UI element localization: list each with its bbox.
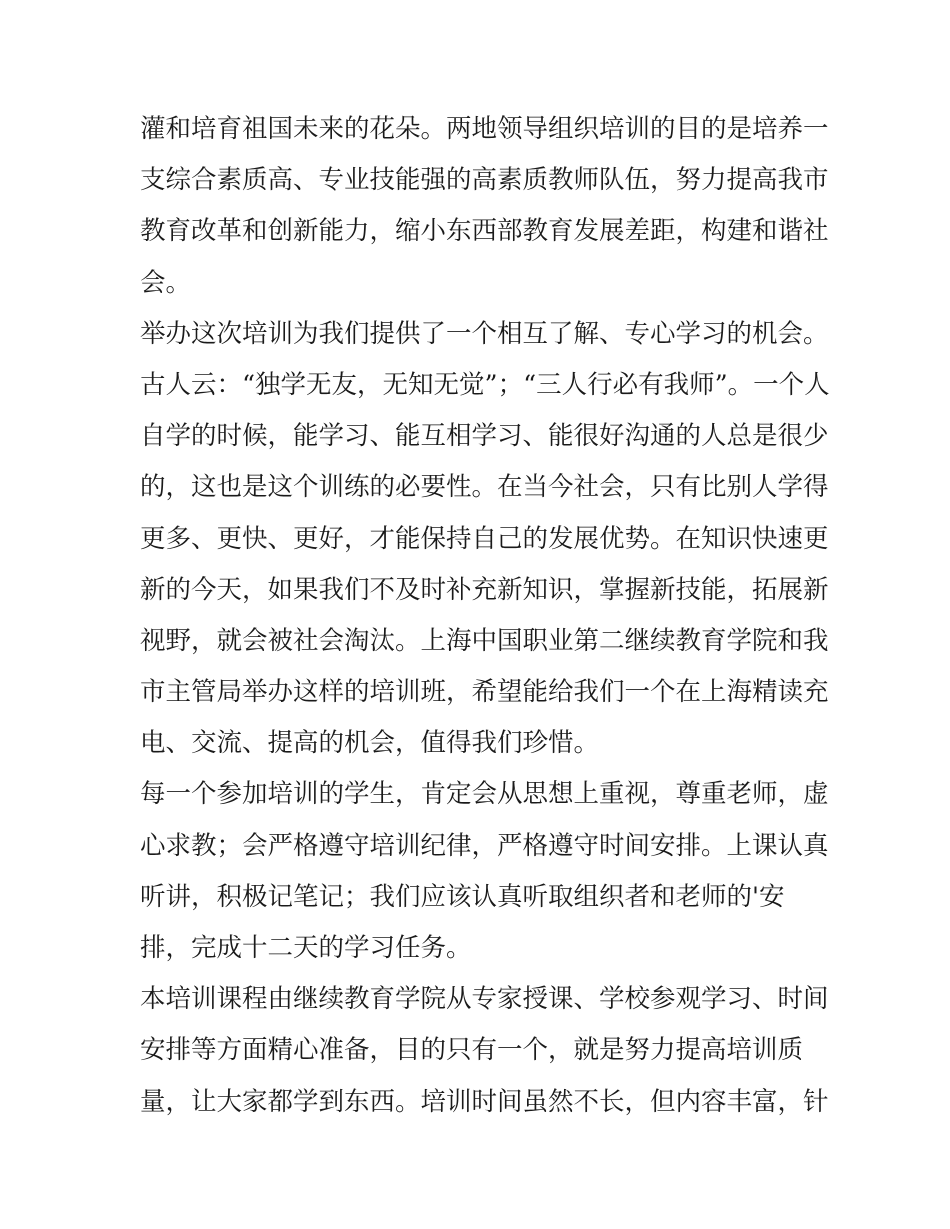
text-line: 安排等方面精心准备，目的只有一个，就是努力提高培训质 bbox=[140, 1035, 804, 1066]
text-line: 支综合素质高、专业技能强的高素质教师队伍，努力提高我市 bbox=[140, 165, 829, 196]
text-line: 每一个参加培训的学生，肯定会从思想上重视，尊重老师，虚 bbox=[140, 779, 829, 810]
text-line: 自学的时候，能学习、能互相学习、能很好沟通的人总是很少 bbox=[140, 421, 829, 452]
text-line: 教育改革和创新能力，缩小东西部教育发展差距，构建和谐社 bbox=[140, 216, 829, 247]
text-line: 市主管局举办这样的培训班，希望能给我们一个在上海精读充 bbox=[140, 677, 829, 708]
text-line: 视野，就会被社会淘汰。上海中国职业第二继续教育学院和我 bbox=[140, 625, 829, 656]
text-line: 更多、更快、更好，才能保持自己的发展优势。在知识快速更 bbox=[140, 523, 829, 554]
text-line: 灌和培育祖国未来的花朵。两地领导组织培训的目的是培养一 bbox=[140, 114, 829, 144]
text-line: 本培训课程由继续教育学院从专家授课、学校参观学习、时间 bbox=[140, 984, 829, 1015]
text-line: 古人云：“独学无友，无知无觉”；“三人行必有我师”。一个人 bbox=[140, 369, 830, 400]
text-line: 新的今天，如果我们不及时补充新知识，掌握新技能，拓展新 bbox=[140, 574, 829, 605]
text-line: 举办这次培训为我们提供了一个相互了解、专心学习的机会。 bbox=[140, 318, 829, 349]
text-line: 心求教；会严格遵守培训纪律，严格遵守时间安排。上课认真 bbox=[140, 830, 829, 861]
text-line: 会。 bbox=[140, 267, 192, 298]
document-body bbox=[140, 104, 830, 1128]
text-line: 的，这也是这个训练的必要性。在当今社会，只有比别人学得 bbox=[140, 472, 829, 503]
text-line: 听讲，积极记笔记；我们应该认真听取组织者和老师的'安 bbox=[140, 881, 785, 912]
text-line: 排，完成十二天的学习任务。 bbox=[140, 933, 472, 963]
text-line: 量，让大家都学到东西。培训时间虽然不长，但内容丰富，针 bbox=[140, 1086, 829, 1117]
text-line: 电、交流、提高的机会，值得我们珍惜。 bbox=[140, 728, 600, 759]
